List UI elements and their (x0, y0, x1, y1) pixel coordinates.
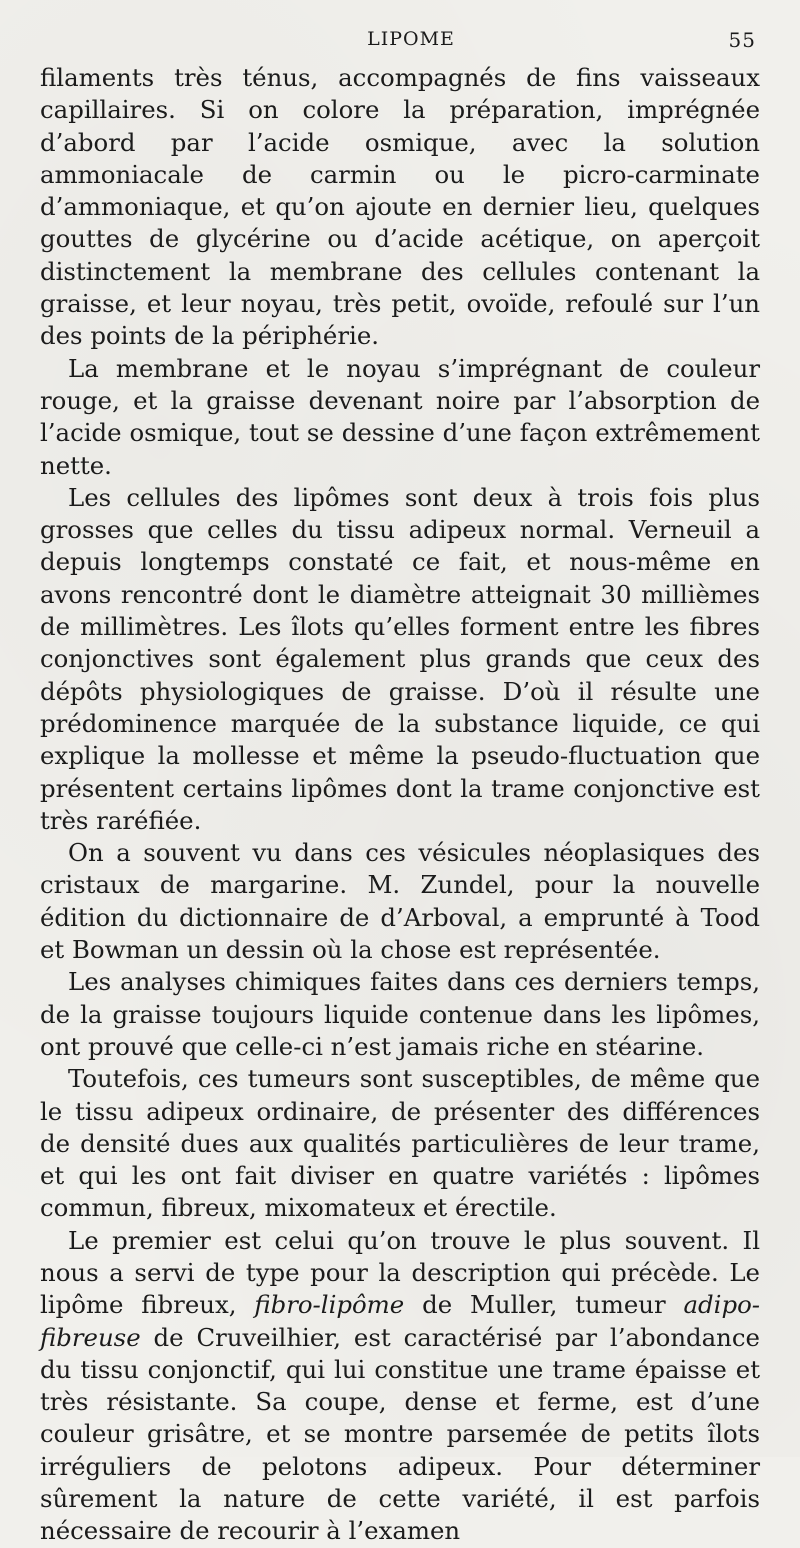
paragraph-5: Les analyses chimiques faites dans ces derniers temps, de la graisse toujours liquide contenue dans les lipômes, ont prouvé que celle-ci n’est jamais riche en stéarine. (40, 967, 760, 1061)
paragraph-6: Toutefois, ces tumeurs sont susceptibles, de même que le tissu adipeux ordinaire, de présenter des différences de densité dues aux qualités particulières de leur trame, et qui les ont fait diviser en quatre variétés : lipômes commun, fibreux, mixomateux et érectile. (40, 1064, 760, 1223)
body-text (40, 62, 760, 1548)
fibro-lipome-term: fibro-lipôme (254, 1290, 405, 1320)
adipo-fibreuse-term: adipo-fibreuse (40, 1290, 760, 1352)
paragraph-7-text-a: Le premier est celui qu’on trouve le plus souvent. Il nous a servi de type pour la description qui précède. Le lipôme fibreux, (40, 1225, 760, 1320)
paragraph-7-text-e: de Cruveilhier, est caractérisé par l’abondance du tissu conjonctif, qui lui constitue une trame épaisse et très résistante. Sa coupe, dense et ferme, est d’une couleur grisâtre, et se montre parsemée de petits îlots irréguliers de pelotons adipeux. Pour déterminer sûrement la nature de cette variété, il est parfois nécessaire de recourir à l’examen (40, 1322, 760, 1546)
page-number: 55 (728, 28, 756, 52)
paragraph-3: Les cellules des lipômes sont deux à trois fois plus grosses que celles du tissu adipeux normal. Verneuil a depuis longtemps constaté ce fait, et nous-même en avons rencontré dont le diamètre atteignait 30 millièmes de millimètres. Les îlots qu’elles forment entre les fibres conjonctives sont également plus grands que ceux des dépôts physiologiques de graisse. D’où il résulte une prédominence marquée de la substance liquide, ce qui explique la mollesse et même la pseudo-fluctuation que présentent certains lipômes dont la trame conjonctive est très raréfiée. (40, 482, 760, 835)
running-title: LIPOME (367, 28, 455, 50)
paragraph-7-text-c: de Muller, tumeur (404, 1290, 684, 1320)
paragraph-4: On a souvent vu dans ces vésicules néoplasiques des cristaux de margarine. M. Zundel, pour la nouvelle édition du dictionnaire de d’Arboval, a emprunté à Tood et Bowman un dessin où la chose est représentée. (40, 838, 760, 965)
paragraph-2: La membrane et le noyau s’imprégnant de couleur rouge, et la graisse devenant noire par l’absorption de l’acide osmique, tout se dessine d’une façon extrêmement nette. (40, 353, 760, 480)
paragraph-7 (40, 1225, 760, 1548)
running-header (40, 28, 760, 62)
paragraph-1: filaments très ténus, accompagnés de fins vaisseaux capillaires. Si on colore la préparation, imprégnée d’abord par l’acide osmique, avec la solution ammoniacale de carmin ou le picro-carminate d’ammoniaque, et qu’on ajoute en dernier lieu, quelques gouttes de glycérine ou d’acide acétique, on aperçoit distinctement la membrane des cellules contenant la graisse, et leur noyau, très petit, ovoïde, refoulé sur l’un des points de la périphérie. (40, 63, 760, 351)
